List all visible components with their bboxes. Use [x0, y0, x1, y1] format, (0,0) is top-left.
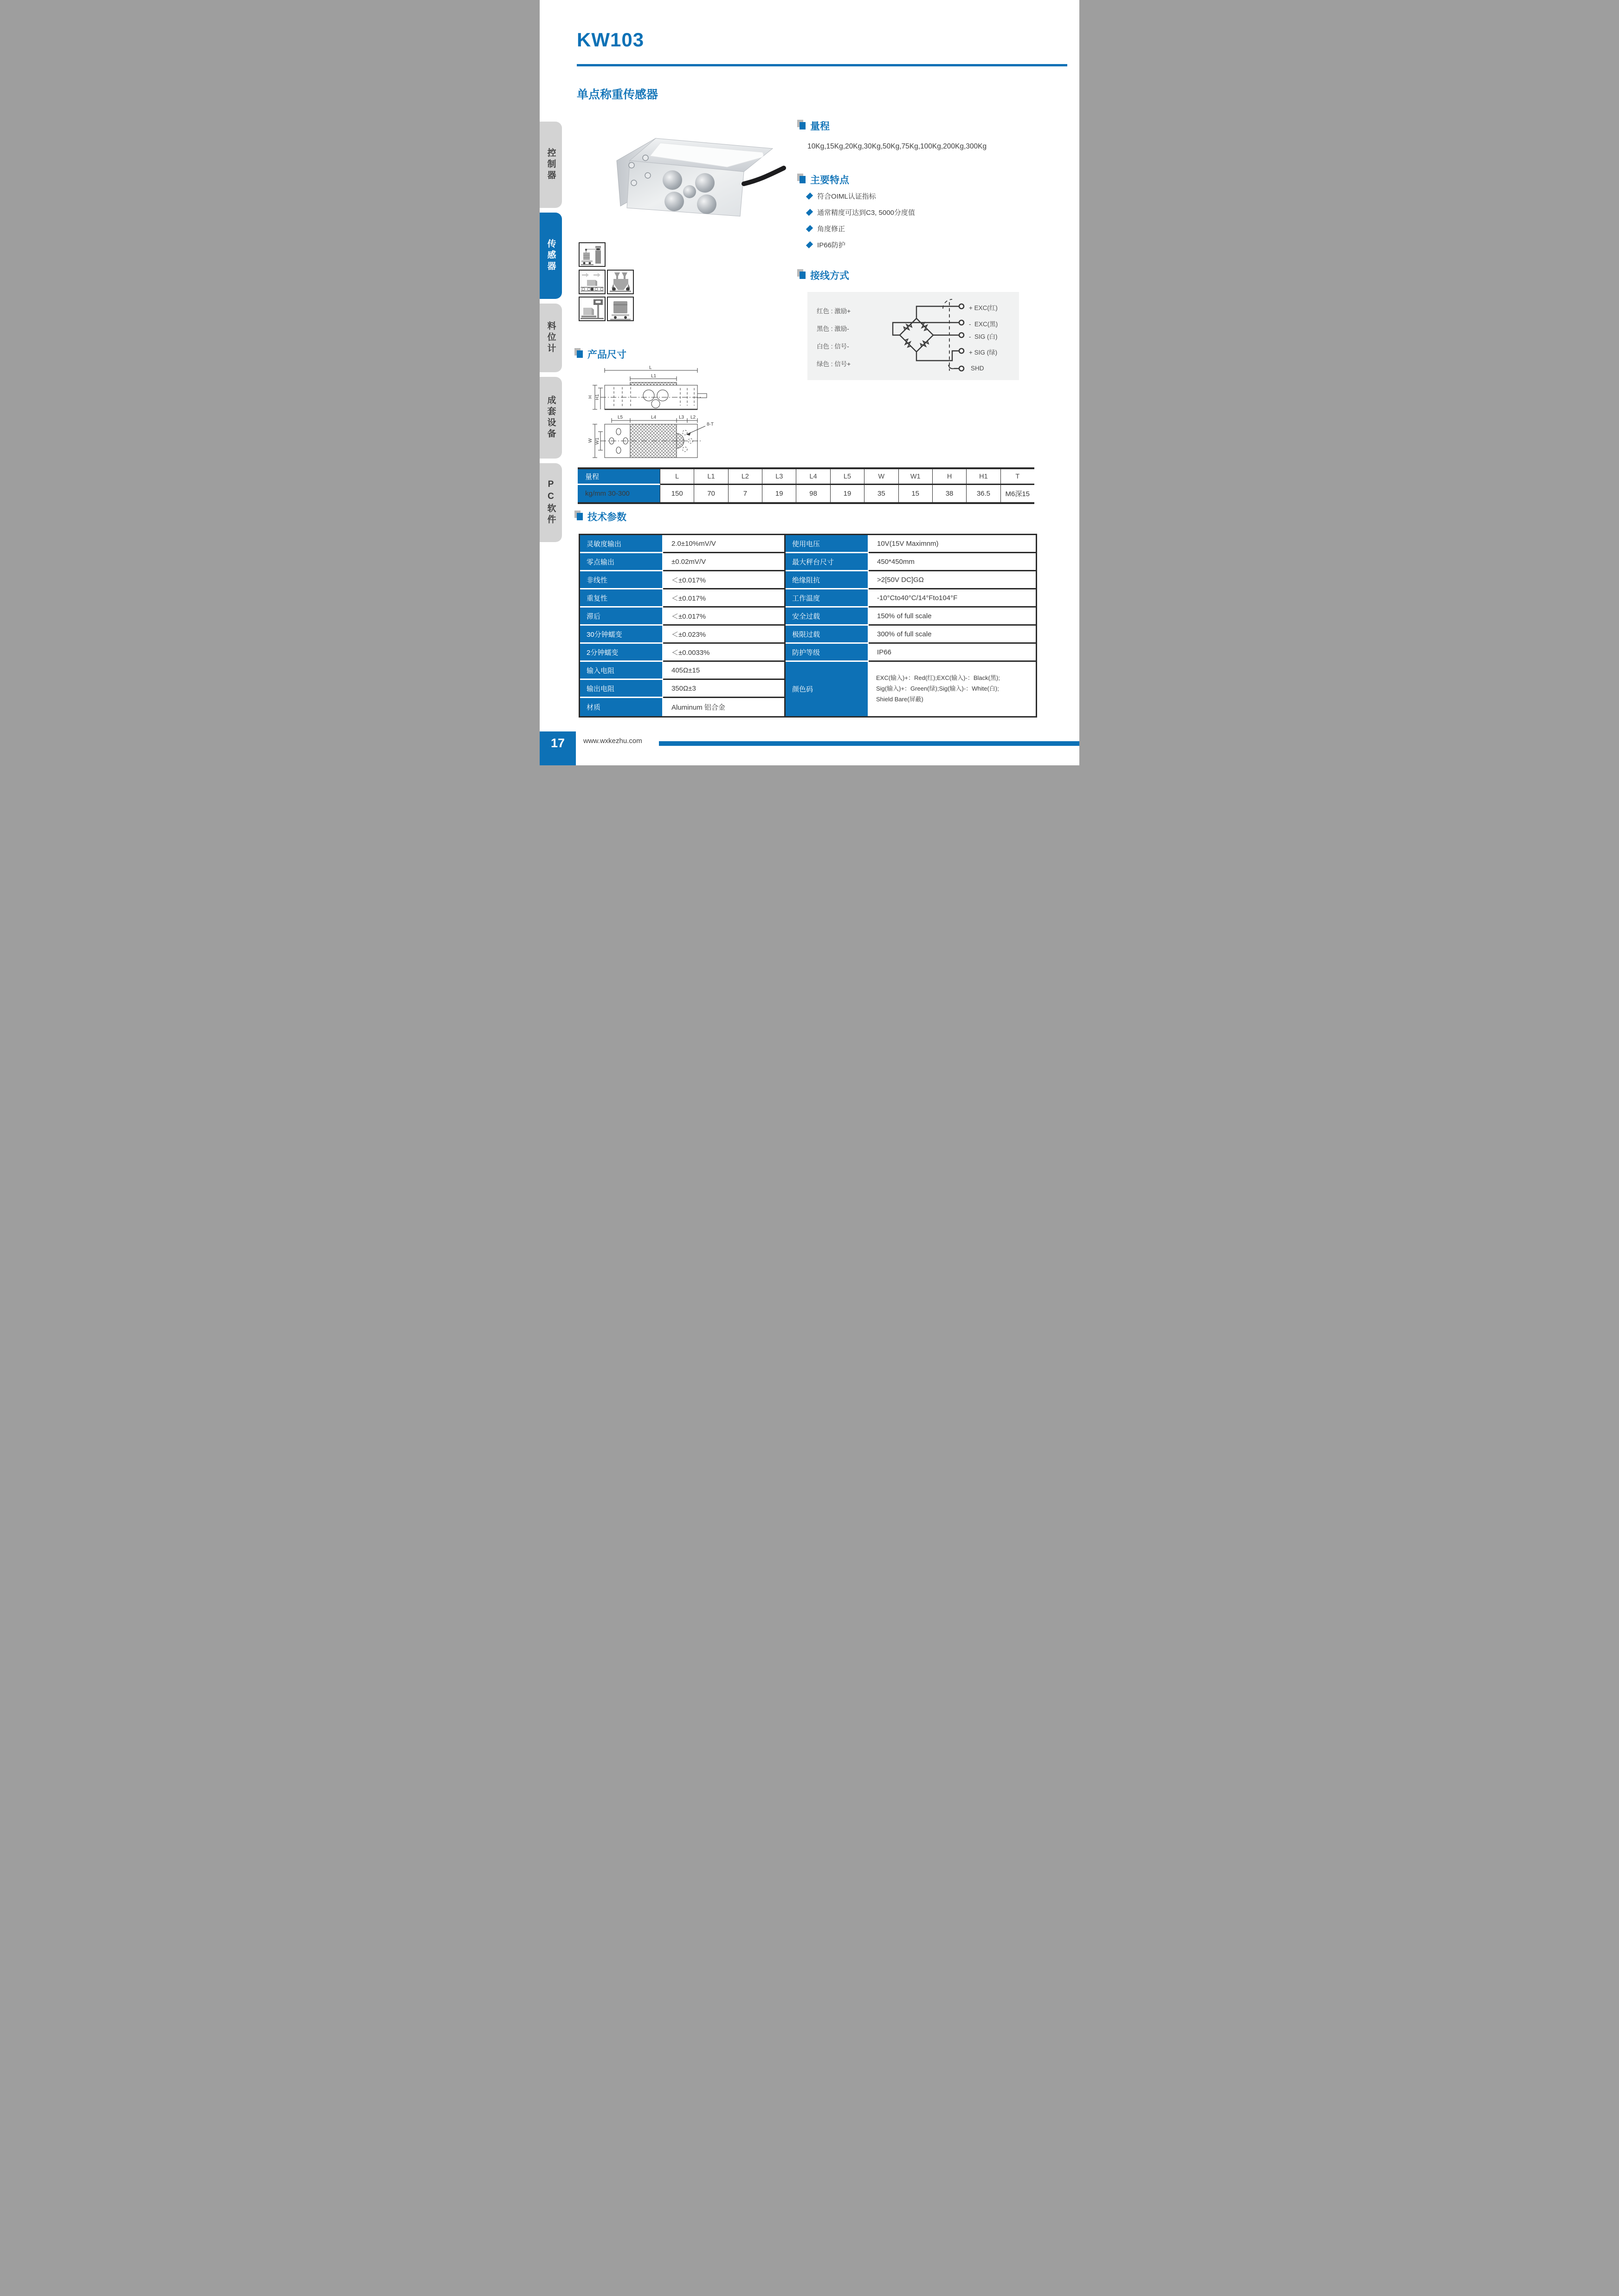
spec-row: [580, 662, 784, 680]
diamond-bullet-icon: [806, 209, 813, 216]
spec-label: 零点输出: [580, 553, 663, 571]
range-values: 10Kg,15Kg,20Kg,30Kg,50Kg,75Kg,100Kg,200Kg,300Kg: [807, 142, 987, 150]
page-subtitle: 单点称重传感器: [577, 88, 658, 101]
wiring-terminal-label: - SIG (白): [969, 333, 998, 340]
sidebar-item-level-meters[interactable]: 料位计: [540, 304, 562, 372]
spec-value: 300% of full scale: [869, 626, 1036, 644]
table-header-cell: L5: [831, 469, 864, 485]
app-icon-conveyor: [579, 270, 606, 294]
spec-row: [786, 589, 1036, 608]
spec-row: [786, 553, 1036, 571]
table-header-cell: T: [1001, 469, 1034, 485]
sidebar-item-pc-software[interactable]: PC软件: [540, 463, 562, 542]
spec-label: 滞后: [580, 608, 663, 626]
cable: [744, 168, 784, 184]
spec-value: Aluminum 铝合金: [663, 698, 784, 716]
product-photo: [590, 110, 787, 222]
datasheet-page: [540, 0, 1079, 765]
dimension-table-header-row: [578, 469, 1034, 485]
diamond-bullet-icon: [806, 225, 813, 232]
dim-label: W: [588, 438, 593, 443]
app-icon-hopper-scale: [607, 270, 634, 294]
spec-label: 重复性: [580, 589, 663, 608]
section-heading-wiring: 接线方式: [800, 268, 849, 282]
table-cell: 70: [694, 485, 728, 502]
spec-row: [580, 698, 784, 716]
dimension-table-data-row: [578, 485, 1034, 502]
spec-label: 防护等级: [786, 644, 869, 662]
spec-row: [786, 535, 1036, 553]
wiring-terminal-label: SHD: [971, 365, 984, 372]
wiring-panel: [807, 292, 1019, 380]
dim-label: L4: [651, 415, 657, 420]
table-header-cell: L2: [729, 469, 762, 485]
spec-value: 10V(15V Maximnm): [869, 535, 1036, 553]
spec-value: >2[50V DC]GΩ: [869, 571, 1036, 589]
table-header-cell: 量程: [578, 469, 660, 485]
color-code-value: EXC(输入)+：Red(红);EXC(输入)-：Black(黑); Sig(输入)+：Green(绿);Sig(输入)-：White(白); Shield Bare(屏蔽): [869, 662, 1036, 716]
wiring-terminal-label: + SIG (绿): [969, 349, 998, 356]
spec-value: 150% of full scale: [869, 608, 1036, 626]
spec-row: [580, 608, 784, 626]
table-cell: 35: [864, 485, 898, 502]
sidebar-item-sensors[interactable]: 传感器: [540, 213, 562, 299]
spec-value: ＜±0.017%: [663, 571, 784, 589]
dim-label: H1: [595, 394, 600, 400]
dim-label: 8-T: [707, 422, 714, 427]
spec-value: -10°Cto40°C/14°Fto104°F: [869, 589, 1036, 608]
spec-value: ＜±0.023%: [663, 626, 784, 644]
table-cell: 19: [762, 485, 796, 502]
heading-marker-icon: [800, 176, 806, 183]
dim-label: L5: [618, 415, 623, 420]
spec-value: ±0.02mV/V: [663, 553, 784, 571]
spec-label: 安全过载: [786, 608, 869, 626]
diamond-bullet-icon: [806, 193, 813, 200]
spec-row: [580, 589, 784, 608]
spec-value: ＜±0.017%: [663, 608, 784, 626]
feature-item: 角度修正: [807, 224, 845, 233]
heading-marker-icon: [577, 513, 583, 520]
wiring-terminal-label: + EXC(红): [969, 304, 998, 311]
spec-label: 材质: [580, 698, 663, 716]
section-heading-specs: 技术参数: [577, 510, 626, 524]
spec-value: ＜±0.0033%: [663, 644, 784, 662]
table-header-cell: L4: [796, 469, 830, 485]
spec-label: 工作温度: [786, 589, 869, 608]
spec-table-right: [784, 534, 1037, 718]
table-cell: 150: [660, 485, 694, 502]
spec-row: [580, 553, 784, 571]
dim-label: L3: [679, 415, 684, 420]
spec-label: 30分钟蠕变: [580, 626, 663, 644]
spec-table-left: [579, 534, 786, 718]
spec-value: 450*450mm: [869, 553, 1036, 571]
color-code-block: [786, 662, 1036, 716]
dim-label: H: [588, 395, 593, 399]
dim-label: L: [649, 365, 652, 370]
spec-row: [786, 571, 1036, 589]
spec-row: [786, 644, 1036, 662]
footer-website-link[interactable]: www.wxkezhu.com: [583, 737, 642, 745]
table-header-cell: H1: [967, 469, 1000, 485]
sidebar-item-controllers[interactable]: 控制器: [540, 122, 562, 208]
table-header-cell: L3: [762, 469, 796, 485]
spec-label: 输出电阻: [580, 680, 663, 698]
dim-label: L1: [651, 374, 657, 379]
table-header-cell: W: [864, 469, 898, 485]
spec-value: 350Ω±3: [663, 680, 784, 698]
feature-item: IP66防护: [807, 240, 845, 250]
table-cell: 19: [831, 485, 864, 502]
spec-row: [580, 680, 784, 698]
table-cell: 38: [933, 485, 967, 502]
spec-row: [786, 608, 1036, 626]
table-header-cell: W1: [899, 469, 933, 485]
wiring-color-label: 绿色 : 信号+: [817, 361, 851, 368]
footer-page-number: 17: [540, 731, 576, 765]
spec-label: 灵敏度输出: [580, 535, 663, 553]
spec-value: IP66: [869, 644, 1036, 662]
app-icon-platform-scale: [579, 297, 606, 321]
spec-value: ＜±0.017%: [663, 589, 784, 608]
app-icon-drum-scale: [579, 242, 606, 267]
spec-label: 使用电压: [786, 535, 869, 553]
table-cell: M6深15: [1001, 485, 1034, 502]
spec-label: 非线性: [580, 571, 663, 589]
title-rule: [577, 64, 1067, 66]
table-header-cell: L1: [694, 469, 728, 485]
app-icon-bin-scale: [607, 297, 634, 321]
spec-row: [786, 626, 1036, 644]
spec-label: 输入电阻: [580, 662, 663, 680]
wiring-color-label: 白色 : 信号-: [817, 343, 849, 350]
spec-value: 2.0±10%mV/V: [663, 535, 784, 553]
dim-label: W1: [595, 438, 600, 445]
spec-label: 2分钟蠕变: [580, 644, 663, 662]
spec-row: [580, 626, 784, 644]
section-heading-features: 主要特点: [800, 173, 849, 187]
spec-row: [580, 571, 784, 589]
table-cell: 98: [796, 485, 830, 502]
diamond-bullet-icon: [806, 241, 813, 248]
spec-label: 绝缘阻抗: [786, 571, 869, 589]
dim-label: L2: [690, 415, 696, 420]
dimension-drawing: [579, 365, 728, 466]
spec-row: [580, 644, 784, 662]
table-cell: 7: [729, 485, 762, 502]
heading-marker-icon: [577, 350, 583, 358]
footer-bar: [659, 741, 1079, 746]
table-cell: kg/mm 30-300: [578, 485, 660, 502]
wiring-color-label: 红色 : 激励+: [817, 308, 851, 315]
heading-marker-icon: [800, 272, 806, 279]
table-cell: 15: [899, 485, 933, 502]
sidebar-item-complete-equipment[interactable]: 成套设备: [540, 377, 562, 459]
wiring-color-label: 黑色 : 激励-: [817, 325, 849, 332]
spec-label: 最大秤台尺寸: [786, 553, 869, 571]
table-header-cell: L: [660, 469, 694, 485]
feature-item: 通常精度可达到C3, 5000分度值: [807, 207, 915, 217]
spec-label: 极限过载: [786, 626, 869, 644]
table-header-cell: H: [933, 469, 967, 485]
dimension-table: [578, 467, 1034, 504]
heading-marker-icon: [800, 122, 806, 129]
section-heading-dimensions: 产品尺寸: [577, 347, 626, 361]
feature-item: 符合OIML认证指标: [807, 191, 876, 201]
spec-value: 405Ω±15: [663, 662, 784, 680]
spec-row: [580, 535, 784, 553]
table-cell: 36.5: [967, 485, 1000, 502]
section-heading-range: 量程: [800, 119, 830, 133]
spec-label: 颜色码: [786, 662, 869, 716]
wiring-terminal-label: - EXC(黑): [969, 321, 998, 328]
page-title: KW103: [577, 29, 645, 51]
